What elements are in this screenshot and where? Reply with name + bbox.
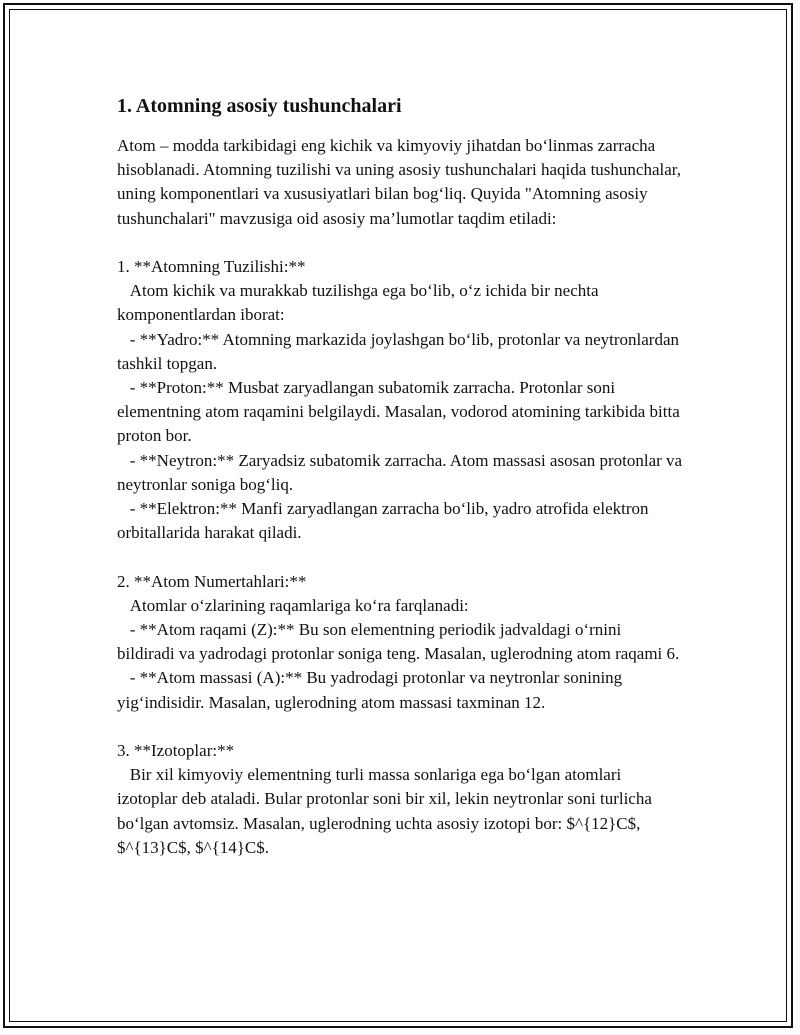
list-item: - **Atom raqami (Z):** Bu son elementning periodik jadvaldagi o‘rnini bildiradi va yadrodagi protonlar soniga teng. Masalan, uglerodning atom raqami 6.	[117, 620, 680, 664]
section-lead: Atomlar o‘zlarining raqamlariga ko‘ra farqlanadi:	[117, 595, 469, 615]
paragraph-gap	[117, 715, 683, 739]
list-item: - **Proton:** Musbat zaryadlangan subatomik zarracha. Protonlar soni elementning atom raqamini belgilaydi. Masalan, vodorod atomining tarkibida bitta proton bor.	[117, 378, 685, 446]
section-lead: Atom kichik va murakkab tuzilishga ega bo‘lib, o‘z ichida bir nechta komponentlardan iborat:	[117, 281, 603, 325]
list-item: - **Elektron:** Manfi zaryadlangan zarracha bo‘lib, yadro atrofida elektron orbitallarida harakat qiladi.	[117, 499, 653, 543]
section-lead: Bir xil kimyoviy elementning turli massa sonlariga ega bo‘lgan atomlari izotoplar deb ataladi. Bular protonlar soni bir xil, lekin neytronlar soni turlicha bo‘lgan avtomsiz. Masalan, uglerodning uchta asosiy izotopi bor: $^{12}C$, $^{13}C$, $^{14}C$.	[117, 765, 657, 857]
section-isotopes	[117, 739, 683, 860]
list-item: - **Neytron:** Zaryadsiz subatomik zarracha. Atom massasi asosan protonlar va neytronlar soniga bog‘liq.	[117, 450, 687, 494]
paragraph-gap	[117, 231, 683, 255]
section-heading: 1. **Atomning Tuzilishi:**	[117, 257, 306, 276]
list-item: - **Yadro:** Atomning markazida joylashgan bo‘lib, protonlar va neytronlardan tashkil topgan.	[117, 329, 684, 373]
list-item: - **Atom massasi (A):** Bu yadrodagi protonlar va neytronlar sonining yig‘indisidir. Masalan, uglerodning atom massasi taxminan 12.	[117, 668, 627, 712]
section-structure	[117, 255, 687, 545]
intro-paragraph: Atom – modda tarkibidagi eng kichik va kimyoviy jihatdan bo‘linmas zarracha hisoblanadi. Atomning tuzilishi va uning asosiy tushunchalari haqida tushunchalar, uning komponentlari va xususiyatlari bilan bog‘liq. Quyida "Atomning asosiy tushunchalari" mavzusiga oid asosiy ma’lumotlar taqdim etiladi:	[117, 136, 686, 228]
section-heading: 2. **Atom Numertahlari:**	[117, 571, 307, 591]
section-heading: 3. **Izotoplar:**	[117, 741, 235, 761]
document-body	[117, 92, 687, 860]
section-numbers	[117, 570, 683, 715]
document-title: 1. Atomning asosiy tushunchalari	[117, 95, 402, 117]
paragraph-gap	[117, 545, 683, 569]
